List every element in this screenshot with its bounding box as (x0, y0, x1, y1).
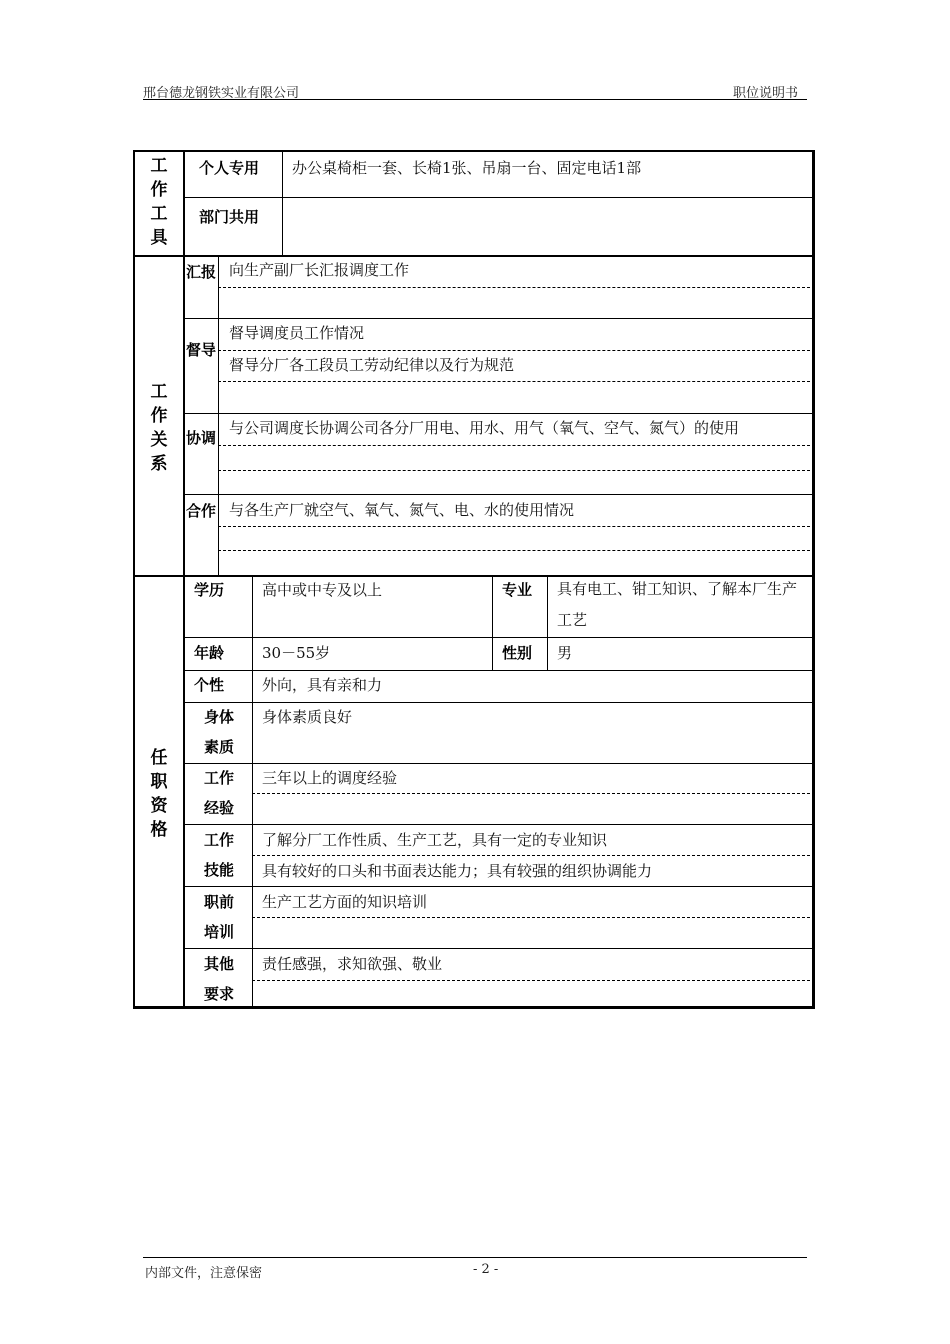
relations-row-rule-2 (183, 413, 815, 414)
experience-dash (252, 793, 815, 794)
education-value: 高中或中专及以上 (262, 581, 383, 599)
company-name: 邢台德龙钢铁实业有限公司 (143, 86, 300, 101)
qual-label-rule (252, 575, 253, 1009)
physique-value: 身体素质良好 (262, 708, 353, 726)
experience-line-1: 三年以上的调度经验 (262, 769, 398, 787)
report-line-1: 向生产副厂长汇报调度工作 (229, 261, 410, 279)
footer-rule (143, 1257, 807, 1258)
relations-row-rule-1 (183, 318, 815, 319)
coordinate-label: 协调 (185, 429, 216, 447)
qual-row-rule-4 (183, 763, 815, 764)
skills-line-2: 具有较好的口头和书面表达能力；具有较强的组织协调能力 (262, 862, 653, 880)
qual-row-rule-5 (183, 824, 815, 825)
major-label: 专业 (502, 581, 533, 599)
other-label: 其他要求 (203, 955, 234, 1003)
skills-dash (252, 855, 815, 856)
supervise-dash-1 (218, 350, 815, 351)
supervise-line-2: 督导分厂各工段员工劳动纪律以及行为规范 (229, 356, 515, 374)
document-type: 职位说明书 (733, 86, 799, 101)
relations-section-label: 工作关系 (150, 382, 168, 474)
age-label: 年龄 (194, 644, 225, 662)
relations-label-rule (218, 255, 219, 575)
gender-value: 男 (557, 644, 573, 662)
personality-label: 个性 (194, 676, 225, 694)
qual-mid-rule-1 (492, 575, 493, 670)
other-dash (252, 980, 815, 981)
supervise-label: 督导 (185, 341, 216, 359)
qualifications-section-label: 任职资格 (150, 748, 168, 840)
training-line-1: 生产工艺方面的知识培训 (262, 893, 428, 911)
report-dash-1 (218, 287, 815, 288)
cooperate-dash-1 (218, 526, 815, 527)
qual-mid-rule-2 (547, 575, 548, 670)
supervise-line-1: 督导调度员工作情况 (229, 324, 365, 342)
shared-label: 部门共用 (199, 208, 260, 226)
qual-row-rule-2 (183, 670, 815, 671)
personal-value: 办公桌椅柜一套、长椅1张、吊扇一台、固定电话1部 (292, 159, 642, 177)
tools-row-rule (183, 197, 815, 198)
relations-row-rule-3 (183, 494, 815, 495)
tools-section-label: 工作工具 (150, 156, 168, 248)
training-dash (252, 917, 815, 918)
qual-row-rule-1 (183, 637, 815, 638)
skills-label: 工作技能 (203, 831, 234, 879)
supervise-dash-2 (218, 381, 815, 382)
other-line-1: 责任感强，求知欲强、敬业 (262, 955, 443, 973)
skills-line-1: 了解分厂工作性质、生产工艺，具有一定的专业知识 (262, 831, 608, 849)
cooperate-line-1: 与各生产厂就空气、氧气、氮气、电、水的使用情况 (229, 501, 575, 519)
header-rule (143, 99, 807, 100)
qual-row-rule-7 (183, 948, 815, 949)
confidential-note: 内部文件，注意保密 (145, 1266, 263, 1281)
training-label: 职前培训 (203, 893, 234, 941)
gender-label: 性别 (502, 644, 533, 662)
education-label: 学历 (194, 581, 225, 599)
coordinate-dash-1 (218, 445, 815, 446)
report-label: 汇报 (185, 263, 216, 281)
qual-row-rule-3 (183, 702, 815, 703)
personal-label: 个人专用 (199, 159, 260, 177)
major-value: 具有电工、钳工知识、了解本厂生产工艺 (557, 580, 798, 629)
coordinate-dash-2 (218, 470, 815, 471)
cooperate-label: 合作 (185, 502, 216, 520)
age-value: 30－55岁 (262, 644, 331, 662)
tools-label-rule (282, 150, 283, 255)
experience-label: 工作经验 (203, 769, 234, 817)
coordinate-line-1: 与公司调度长协调公司各分厂用电、用水、用气（氧气、空气、氮气）的使用 (229, 419, 740, 437)
qual-row-rule-6 (183, 886, 815, 887)
physique-label: 身体素质 (203, 708, 234, 756)
page-number: - 2 - (473, 1262, 499, 1277)
divider-tools-relations (133, 255, 815, 257)
cooperate-dash-2 (218, 550, 815, 551)
personality-value: 外向，具有亲和力 (262, 676, 383, 694)
